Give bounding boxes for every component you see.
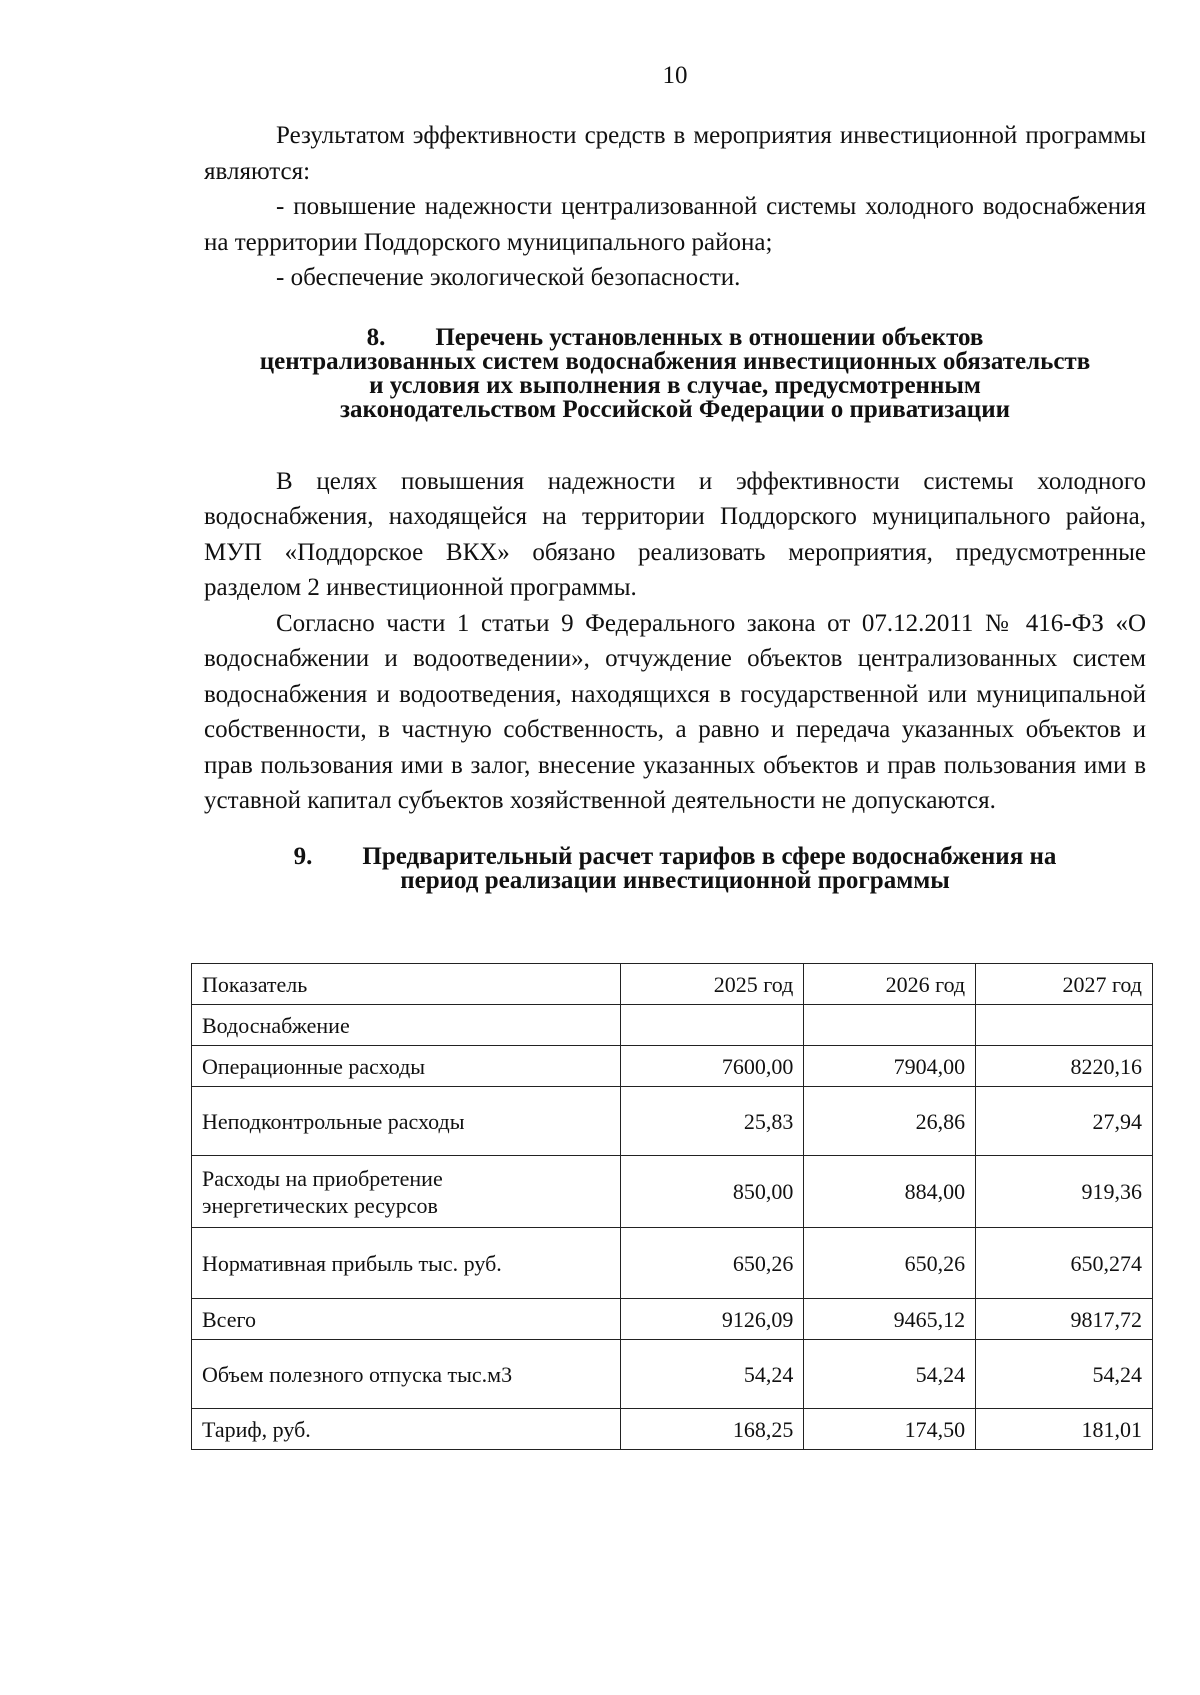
- row-value: 9817,72: [976, 1299, 1153, 1340]
- row-label: Расходы на приобретение энергетических ресурсов: [192, 1156, 621, 1228]
- row-value: 650,26: [804, 1228, 976, 1299]
- table-row: [192, 1299, 1153, 1340]
- section-8-paragraph-1: В целях повышения надежности и эффективности системы холодного водоснабжения, находящейся на территории Поддорского муниципального района, МУП «Поддорское ВКХ» обязано реализовать мероприятия, предусмотренные разделом 2 инвестиционной программы.: [204, 467, 1146, 601]
- row-value: 181,01: [976, 1409, 1153, 1450]
- section-8-number: 8.: [366, 323, 386, 351]
- row-value: [976, 1005, 1153, 1046]
- row-value: 850,00: [620, 1156, 804, 1228]
- row-value: 650,274: [976, 1228, 1153, 1299]
- row-label: Неподконтрольные расходы: [192, 1087, 621, 1156]
- table-header-row: [192, 964, 1153, 1005]
- page-number: 10: [662, 62, 688, 89]
- row-label: Всего: [192, 1299, 621, 1340]
- row-value: 54,24: [804, 1340, 976, 1409]
- section-8-title-line: законодательством Российской Федерации о приватизации: [339, 395, 1011, 423]
- section-9-heading: [204, 842, 1146, 894]
- table-row: [192, 1156, 1153, 1228]
- intro-lead: Результатом эффективности средств в мероприятия инвестиционной программы являются:: [204, 122, 1146, 185]
- row-value: 174,50: [804, 1409, 976, 1450]
- row-value: 919,36: [976, 1156, 1153, 1228]
- section-8-title-line: централизованных систем водоснабжения инвестиционных обязательств: [259, 347, 1091, 375]
- table-row: [192, 1340, 1153, 1409]
- row-value: 9465,12: [804, 1299, 976, 1340]
- row-value: 27,94: [976, 1087, 1153, 1156]
- row-value: [620, 1005, 804, 1046]
- section-8-title-line: Перечень установленных в отношении объектов: [435, 323, 984, 351]
- row-label: Объем полезного отпуска тыс.м3: [192, 1340, 621, 1409]
- table-header-cell: 2026 год: [804, 964, 976, 1005]
- row-value: 54,24: [976, 1340, 1153, 1409]
- section-8-title-line: и условия их выполнения в случае, предусмотренным: [369, 371, 981, 399]
- row-label: Операционные расходы: [192, 1046, 621, 1087]
- row-value: 7904,00: [804, 1046, 976, 1087]
- intro-bullet-1: - повышение надежности централизованной системы холодного водоснабжения на территории Поддорского муниципального района;: [204, 193, 1146, 256]
- table-header-cell: 2027 год: [976, 964, 1153, 1005]
- row-value: 26,86: [804, 1087, 976, 1156]
- row-value: 650,26: [620, 1228, 804, 1299]
- section-9-number: 9.: [293, 842, 313, 870]
- table-row: [192, 1005, 1153, 1046]
- row-value: 25,83: [620, 1087, 804, 1156]
- section-9-title-line: Предварительный расчет тарифов в сфере водоснабжения на: [362, 842, 1057, 870]
- section-8-heading: [204, 323, 1146, 423]
- row-value: 884,00: [804, 1156, 976, 1228]
- row-value: 9126,09: [620, 1299, 804, 1340]
- tariff-table: [191, 963, 1153, 1450]
- row-value: 54,24: [620, 1340, 804, 1409]
- intro-bullet-2: - обеспечение экологической безопасности.: [276, 264, 741, 291]
- table-header-cell: 2025 год: [620, 964, 804, 1005]
- table-row: [192, 1409, 1153, 1450]
- table-row: [192, 1228, 1153, 1299]
- row-value: 7600,00: [620, 1046, 804, 1087]
- row-value: 8220,16: [976, 1046, 1153, 1087]
- table-row: [192, 1087, 1153, 1156]
- row-label: Нормативная прибыль тыс. руб.: [192, 1228, 621, 1299]
- section-8-paragraph-2: Согласно части 1 статьи 9 Федерального закона от 07.12.2011 № 416-ФЗ «О водоснабжении и водоотведении», отчуждение объектов централизованных систем водоснабжения и водоотведения, находящихся в государственной или муниципальной собственности, в частную собственность, а равно и передача указанных объектов и прав пользования ими в залог, внесение указанных объектов и прав пользования ими в уставной капитал субъектов хозяйственной деятельности не допускаются.: [204, 609, 1146, 814]
- row-value: 168,25: [620, 1409, 804, 1450]
- row-label: Тариф, руб.: [192, 1409, 621, 1450]
- section-9-title-line: период реализации инвестиционной программы: [400, 866, 950, 894]
- row-value: [804, 1005, 976, 1046]
- document-body: [204, 118, 1146, 893]
- table-row: [192, 1046, 1153, 1087]
- table-header-cell: Показатель: [192, 964, 621, 1005]
- row-label: Водоснабжение: [192, 1005, 621, 1046]
